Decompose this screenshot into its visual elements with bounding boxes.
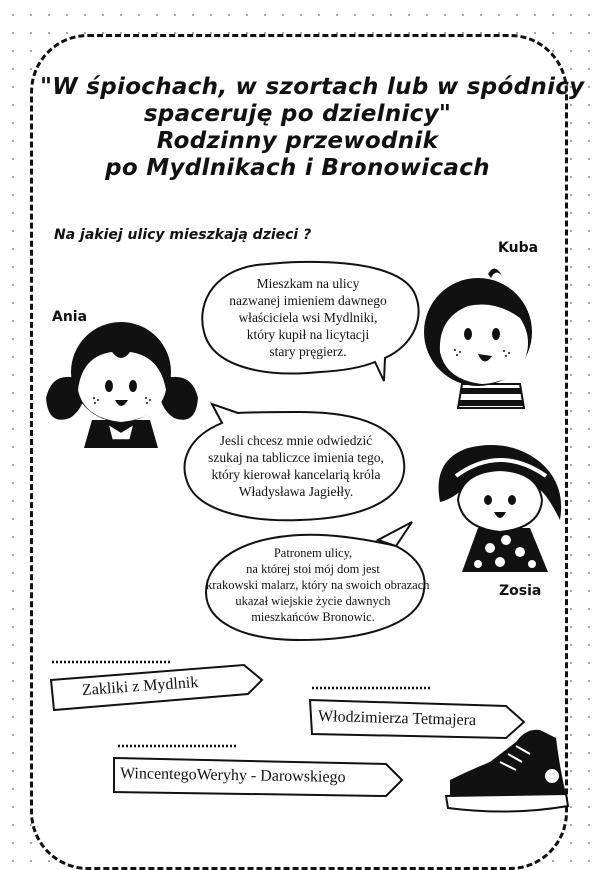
bubble-line: Jesli chcesz mnie odwiedzić	[219, 433, 373, 448]
bubble-line: który kupił na licytacji	[246, 327, 370, 342]
name-kuba: Kuba	[498, 240, 539, 256]
bubble-line: Patronem ulicy,	[273, 546, 353, 560]
bubble-line: krakowski malarz, który na swoich obrazach	[206, 578, 430, 592]
zosia-illustration	[439, 445, 562, 572]
bubble-line: mieszkańców Bronowic.	[251, 610, 375, 624]
title-line-3: Rodzinny przewodnik	[156, 128, 439, 154]
ania-illustration	[46, 322, 198, 448]
zosia-bubble-text	[206, 545, 430, 625]
bubble-line: Mieszkam na ulicy	[256, 276, 360, 291]
page-title	[40, 74, 585, 182]
bubble-line: właściciela wsi Mydlniki,	[238, 310, 378, 325]
name-zosia: Zosia	[499, 583, 542, 599]
question-text: Na jakiej ulicy mieszkają dzieci ?	[54, 227, 312, 243]
bubble-line: Władysława Jagiełły.	[238, 484, 354, 499]
bubble-line: który kierował kancelarią króla	[211, 467, 381, 482]
name-ania: Ania	[52, 309, 88, 325]
street-sign-2: Włodzimierza Tetmajera	[317, 707, 477, 730]
bubble-line: szukaj na tabliczce imienia tego,	[208, 450, 384, 465]
title-line-2: spaceruję po dzielnicy"	[143, 101, 452, 127]
bubble-line: nazwanej imieniem dawnego	[229, 293, 387, 308]
street-sign-1: Zakliki z Mydlnik	[81, 673, 199, 700]
kuba-illustration	[424, 268, 532, 408]
bubble-line: stary pręgierz.	[269, 344, 347, 359]
title-line-1: "W śpiochach, w szortach lub w spódnicy	[40, 74, 585, 100]
bubble-line: na której stoi mój dom jest	[246, 562, 380, 576]
street-sign-3: WincentegoWeryhy - Darowskiego	[119, 765, 346, 786]
kuba-bubble-text	[218, 275, 398, 360]
bubble-line: ukazał wiejskie życie dawnych	[235, 594, 391, 608]
sneaker-icon	[446, 730, 568, 812]
title-line-4: po Mydlnikach i Bronowicach	[105, 155, 490, 181]
ania-bubble-text	[198, 432, 394, 500]
